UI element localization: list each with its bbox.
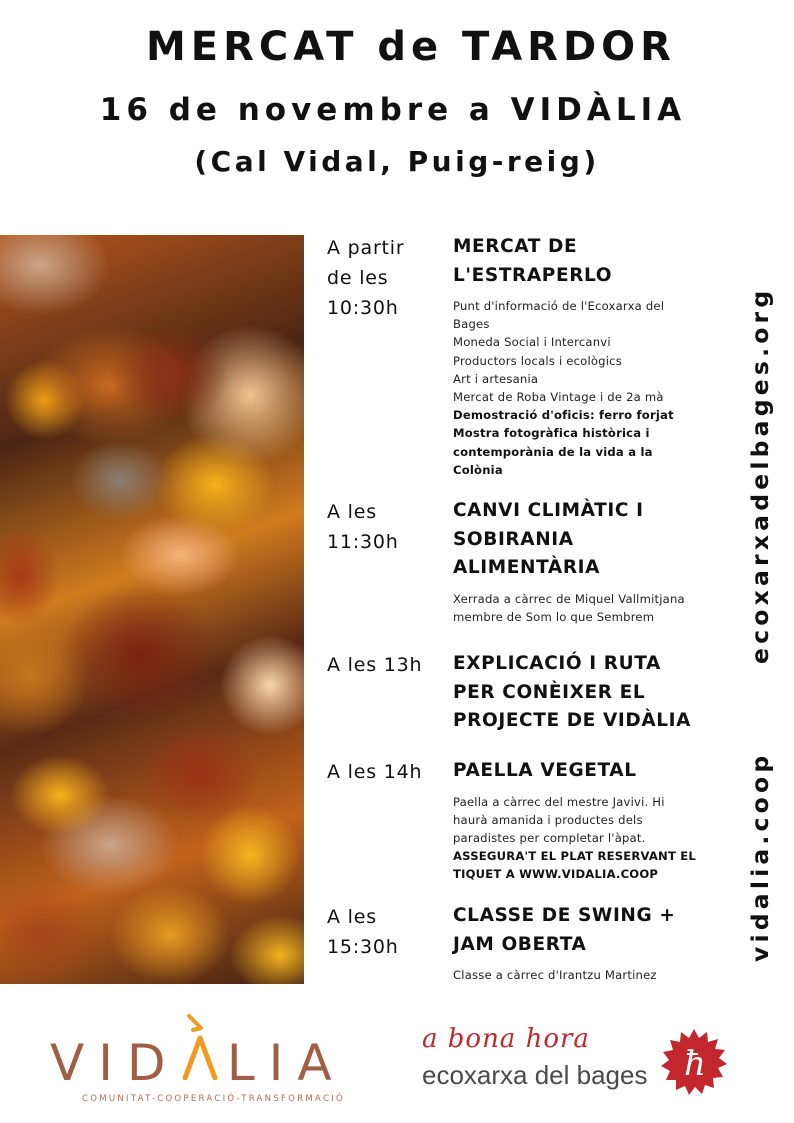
schedule-item	[327, 497, 685, 626]
ecoxarxa-name: ecoxarxa del bages	[422, 1060, 648, 1090]
event-title: EXPLICACIÓ I RUTA PER CONÈIXER EL PROJECTE DE VIDÀLIA	[453, 653, 692, 731]
event-title: MERCAT DE L'ESTRAPERLO	[453, 236, 613, 286]
ecoxarxa-script: a bona hora	[422, 1024, 590, 1054]
event-title: CANVI CLIMÀTIC I SOBIRANIA ALIMENTÀRIA	[453, 500, 644, 578]
vidalia-website-link[interactable]: vidalia.coop	[746, 751, 774, 962]
poster-title: MERCAT de TARDOR	[146, 24, 676, 70]
vidalia-tagline: COMUNITAT-COOPERACIÓ-TRANSFORMACIÓ	[82, 1094, 346, 1104]
event-time: A les 13h	[327, 654, 423, 676]
svg-text:ħ: ħ	[684, 1044, 706, 1084]
schedule-item	[327, 650, 691, 736]
event-description: Classe a càrrec d'Irantzu Martinez	[453, 968, 657, 982]
schedule-item	[327, 233, 674, 479]
ecoxarxa-website-link[interactable]: ecoxarxadelbages.org	[746, 286, 774, 664]
vidalia-logo-word: VID LIA	[50, 1034, 346, 1092]
event-date-line: 16 de novembre a VIDÀLIA	[99, 92, 687, 128]
event-description: Xerrada a càrrec de Miquel Vallmitjana membre de Som lo que Sembrem	[453, 591, 685, 624]
event-time: A les 11:30h	[327, 501, 399, 553]
ecoxarxa-logo	[420, 1024, 750, 1100]
event-title: PAELLA VEGETAL	[453, 760, 637, 781]
event-location: (Cal Vidal, Puig-reig)	[194, 145, 600, 178]
event-time: A les 14h	[327, 761, 423, 783]
vidalia-logo	[50, 1010, 350, 1110]
event-time: A les 15:30h	[327, 906, 399, 958]
event-title: CLASSE DE SWING + JAM OBERTA	[453, 905, 676, 955]
schedule-item	[327, 902, 675, 984]
autumn-leaves-photo	[0, 235, 304, 984]
event-description: Punt d'informació de l'Ecoxarxa del Bages Moneda Social i Intercanvi Productors locals i ecològics Art i artesania Mercat de Roba Vintage i de 2a mà Demostració d'oficis: ferro forjat Mostra fotogràfica històrica i contemporània de la vida a la Colònia	[453, 299, 674, 477]
event-time: A partir de les 10:30h	[327, 237, 405, 319]
ecoxarxa-seal-icon	[660, 1028, 728, 1096]
schedule-item	[327, 757, 696, 884]
event-description: Paella a càrrec del mestre Javivi. Hi haurà amanida i productes dels paradistes per completar l'àpat. ASSEGURA'T EL PLAT RESERVANT EL TIQUET A WWW.VIDALIA.COOP	[453, 794, 696, 882]
